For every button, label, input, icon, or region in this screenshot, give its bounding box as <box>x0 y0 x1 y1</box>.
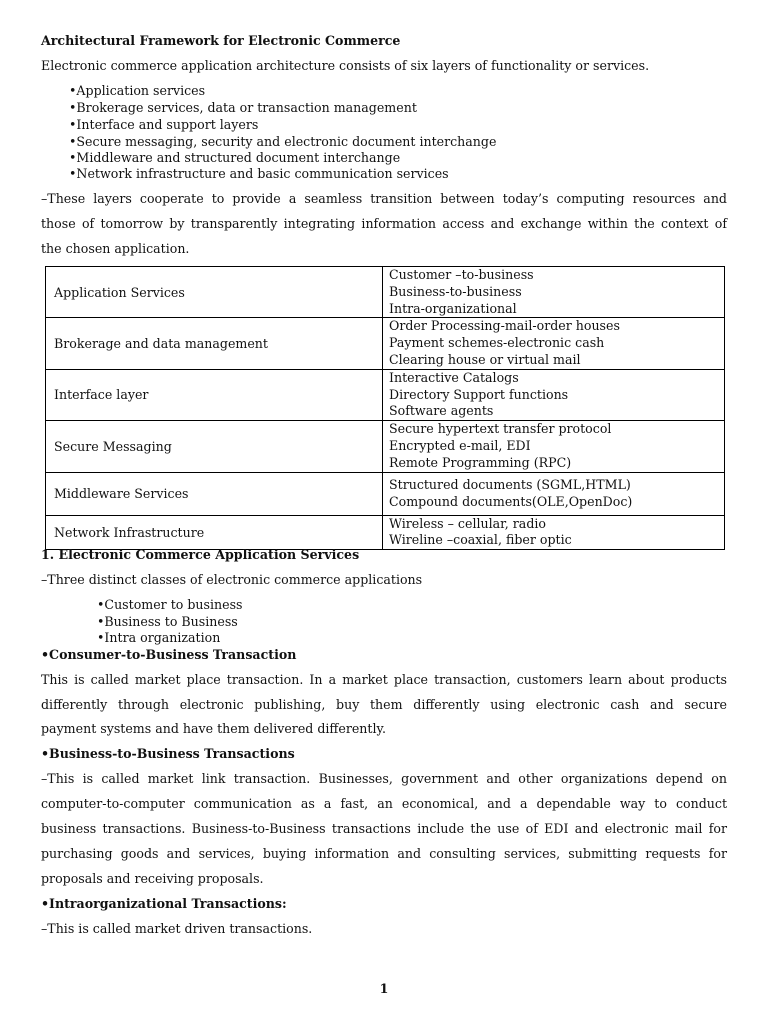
section-intro: –Three distinct classes of electronic commerce applications <box>41 572 423 587</box>
service-line: Compound documents(OLE,OpenDoc) <box>389 493 633 509</box>
layer-cell: Brokerage and data management <box>46 318 383 369</box>
table-row <box>46 267 725 318</box>
layer-cell: Middleware Services <box>46 472 383 515</box>
service-line: Structured documents (SGML,HTML) <box>389 476 631 492</box>
service-line: Business-to-business <box>389 283 522 299</box>
service-line: Payment schemes-electronic cash <box>389 335 605 351</box>
services-cell <box>383 369 725 420</box>
class-item: •Intra organization <box>97 630 221 645</box>
service-line: Software agents <box>389 403 494 419</box>
paragraph-line: the chosen application. <box>41 241 190 256</box>
layer-item: •Network infrastructure and basic communication services <box>69 166 449 181</box>
paragraph-line: –This is called market link transaction. Businesses, government and other organizations depend on <box>41 771 727 786</box>
intro-paragraph: Electronic commerce application architecture consists of six layers of functionality or services. <box>41 58 650 73</box>
services-cell <box>383 472 725 515</box>
table-row <box>46 369 725 420</box>
service-line: Order Processing-mail-order houses <box>389 318 620 334</box>
service-line: Wireless – cellular, radio <box>389 515 546 531</box>
service-line: Encrypted e-mail, EDI <box>389 437 531 453</box>
layer-cell: Application Services <box>46 267 383 318</box>
intra-line: –This is called market driven transactions. <box>41 921 313 936</box>
paragraph-line: This is called market place transaction. In a market place transaction, customers learn about products <box>41 672 727 687</box>
table-row <box>46 318 725 369</box>
table-row <box>46 472 725 515</box>
paragraph-line: business transactions. Business-to-Business transactions include the use of EDI and electronic mail for <box>41 821 727 836</box>
service-line: Intra-organizational <box>389 300 517 316</box>
class-item: •Customer to business <box>97 597 243 612</box>
c2b-heading: •Consumer-to-Business Transaction <box>41 647 297 662</box>
layer-cell: Secure Messaging <box>46 421 383 472</box>
b2b-heading: •Business-to-Business Transactions <box>41 746 295 761</box>
paragraph-line: proposals and receiving proposals. <box>41 871 264 886</box>
paragraph-line: computer-to-computer communication as a fast, an economical, and a dependable way to conduct <box>41 796 727 811</box>
service-line: Customer –to-business <box>389 267 534 282</box>
layer-cell: Interface layer <box>46 369 383 420</box>
layer-item: •Brokerage services, data or transaction management <box>69 100 417 115</box>
service-line: Wireline –coaxial, fiber optic <box>389 532 572 548</box>
layer-item: •Secure messaging, security and electronic document interchange <box>69 134 497 149</box>
service-line: Clearing house or virtual mail <box>389 351 581 367</box>
layer-item: •Interface and support layers <box>69 117 259 132</box>
page-number: 1 <box>379 981 389 996</box>
class-item: •Business to Business <box>97 614 238 629</box>
section-heading: 1. Electronic Commerce Application Services <box>41 547 360 562</box>
services-cell <box>383 267 725 318</box>
layer-item: •Application services <box>69 83 206 98</box>
intra-heading: •Intraorganizational Transactions: <box>41 896 287 911</box>
services-cell <box>383 318 725 369</box>
table-row <box>46 421 725 472</box>
services-cell <box>383 515 725 550</box>
service-line: Directory Support functions <box>389 386 569 402</box>
paragraph-line: differently through electronic publishing, buy them differently using electronic cash and secure <box>41 697 727 712</box>
layer-item: •Middleware and structured document interchange <box>69 150 401 165</box>
paragraph-line: payment systems and have them delivered differently. <box>41 721 386 736</box>
service-line: Interactive Catalogs <box>389 369 519 385</box>
services-cell <box>383 421 725 472</box>
paragraph-line: those of tomorrow by transparently integrating information access and exchange within the context of <box>41 216 727 231</box>
paragraph-line: purchasing goods and services, buying information and consulting services, submitting requests for <box>41 846 727 861</box>
document-title: Architectural Framework for Electronic Commerce <box>41 33 401 48</box>
table-row <box>46 515 725 550</box>
paragraph-line: –These layers cooperate to provide a seamless transition between today’s computing resources and <box>41 191 727 206</box>
layer-cell: Network Infrastructure <box>46 515 383 550</box>
service-line: Secure hypertext transfer protocol <box>389 421 612 437</box>
architecture-table <box>45 266 725 550</box>
service-line: Remote Programming (RPC) <box>389 454 572 470</box>
